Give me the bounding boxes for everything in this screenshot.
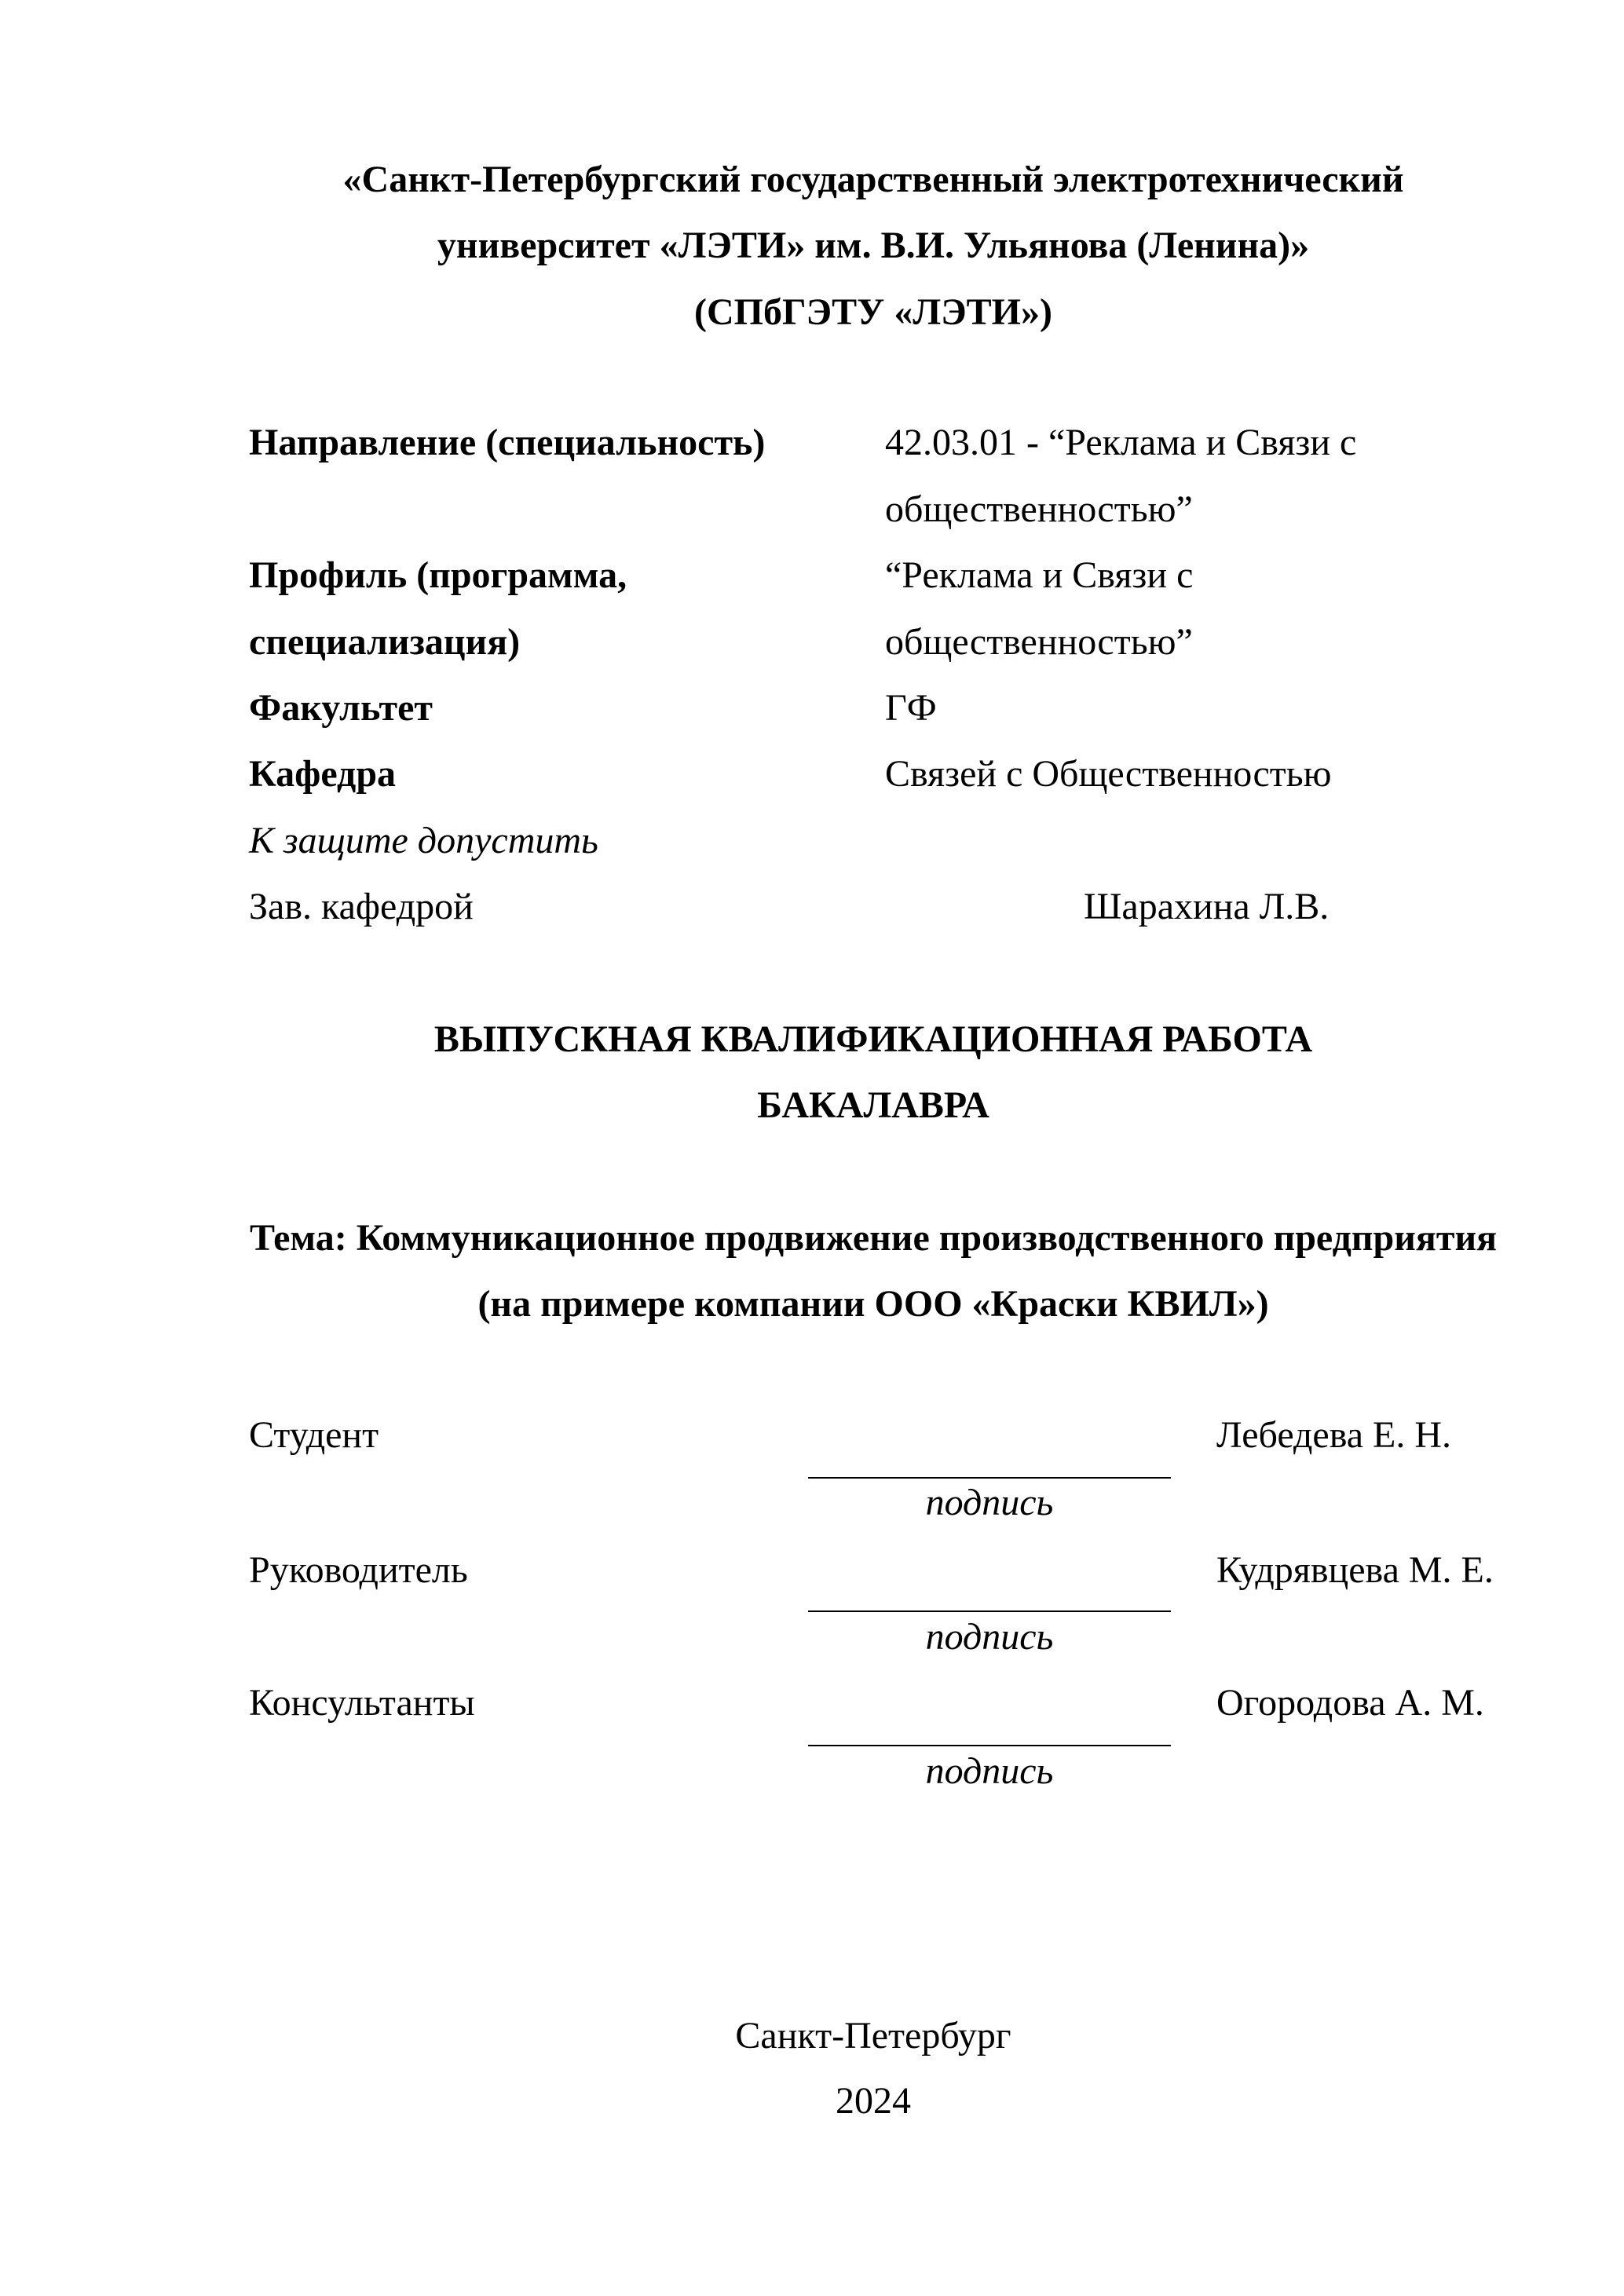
profile-value-line-2: общественностью” (885, 621, 1193, 663)
supervisor-name: Кудрявцева М. Е. (1216, 1549, 1494, 1591)
profile-label-line-2: специализация) (249, 621, 521, 663)
supervisor-signature-caption: подпись (925, 1616, 1054, 1658)
consultants-role: Консультанты (249, 1682, 475, 1724)
work-type-line-1: ВЫПУСКНАЯ КВАЛИФИКАЦИОННАЯ РАБОТА (433, 1018, 1313, 1060)
consultants-signature-caption: подпись (925, 1750, 1054, 1792)
profile-label-line-1: Профиль (программа, (249, 554, 627, 596)
department-value: Связей с Общественностью (885, 753, 1332, 795)
department-label: Кафедра (249, 753, 397, 795)
student-role: Студент (249, 1414, 379, 1456)
topic-line-1: Тема: Коммуникационное продвижение производственного предприятия (249, 1217, 1498, 1259)
head-of-department-name: Шарахина Л.В. (1084, 886, 1330, 927)
work-type-line-2: БАКАЛАВРА (757, 1084, 989, 1126)
university-name-line-2: университет «ЛЭТИ» им. В.И. Ульянова (Ленина)» (437, 225, 1310, 266)
head-of-department-label: Зав. кафедрой (249, 886, 474, 927)
admission-note: К защите допустить (249, 820, 598, 861)
supervisor-role: Руководитель (249, 1549, 468, 1591)
direction-value-line-2: общественностью” (885, 488, 1193, 530)
student-name: Лебедева Е. Н. (1216, 1414, 1452, 1456)
university-abbreviation: (СПбГЭТУ «ЛЭТИ») (694, 291, 1052, 333)
direction-label: Направление (специальность) (249, 422, 766, 463)
student-signature-caption: подпись (925, 1482, 1054, 1523)
consultants-name: Огородова А. М. (1216, 1682, 1484, 1724)
year: 2024 (836, 2080, 911, 2122)
profile-value-line-1: “Реклама и Связи с (885, 554, 1194, 596)
topic-line-2: (на примере компании ООО «Краски КВИЛ») (477, 1283, 1269, 1325)
university-name-line-1: «Санкт-Петербургский государственный электротехнический (342, 159, 1404, 200)
direction-value-line-1: 42.03.01 - “Реклама и Связи с (885, 422, 1357, 463)
faculty-value: ГФ (885, 687, 937, 729)
faculty-label: Факультет (249, 687, 433, 729)
city: Санкт-Петербург (735, 2015, 1011, 2057)
